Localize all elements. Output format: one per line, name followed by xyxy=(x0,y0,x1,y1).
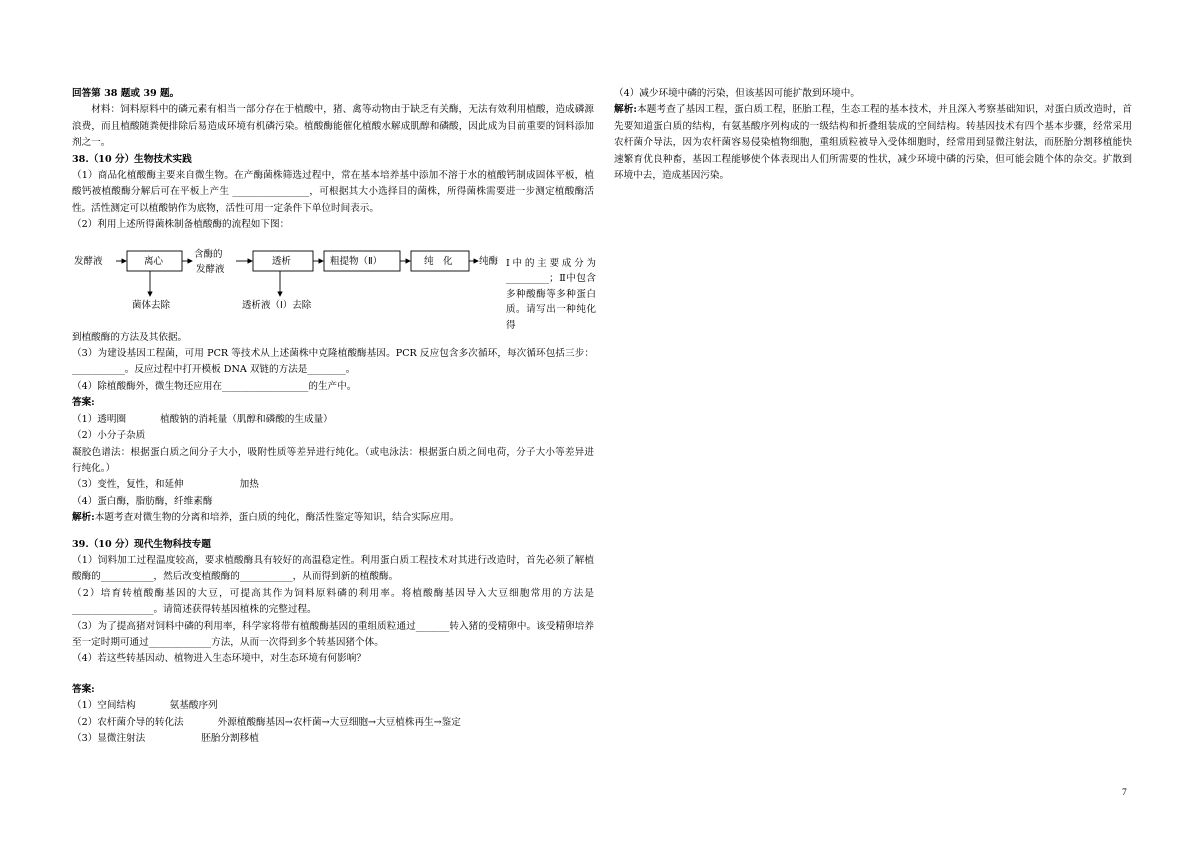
answer-38-4: （4）蛋白酶，脂肪酶，纤维素酶 xyxy=(72,495,213,507)
explanation-38 xyxy=(72,510,594,526)
question-38-title: 38.（10 分）生物技术实践 xyxy=(72,153,192,165)
explanation-39 xyxy=(614,102,1132,184)
answer-38-3b: 加热 xyxy=(239,479,259,491)
answer-39-label: 答案: xyxy=(72,683,95,695)
question-38-part1: （1）商品化植酸酶主要来自微生物。在产酶菌株筛选过程中，常在基本培养基中添加不溶于水的植酸钙制成固体平板，植酸钙被植酸酶分解后可在平板上产生 ________________，可根据其大小选择目的菌株，所得菌株需要进一步测定植酸酶活性。活性测定可以植酸钠作为底物，活性可用一定条件下单位时间表示。 xyxy=(72,170,594,214)
flow-node-fermentation-broth: 发酵液 xyxy=(74,255,103,267)
answer-39-2 xyxy=(72,715,594,731)
question-39-part1: （1）饲料加工过程温度较高，要求植酸酶具有较好的高温稳定性。利用蛋白质工程技术对其进行改造时，首先必须了解植酸酶的___________，然后改变植酸酶的___________，从而得到新的植酸酶。 xyxy=(72,554,594,583)
answer-39-3 xyxy=(72,731,594,747)
right-column xyxy=(614,86,1132,184)
question-38-part4: （4）除植酸酶外，微生物还应用在__________________的生产中。 xyxy=(72,380,357,392)
answer-38-1b: 植酸钠的消耗量（肌醇和磷酸的生成量） xyxy=(160,413,333,425)
answer-39-4: （4）减少环境中磷的污染，但该基因可能扩散到环境中。 xyxy=(614,88,860,99)
answer-39-1 xyxy=(72,698,594,714)
answer-39-3b: 胚胎分割移植 xyxy=(201,733,259,744)
left-column xyxy=(72,86,594,747)
flow-node-dialysis: 透析 xyxy=(272,255,292,267)
answer-38-2b: 凝胶色谱法：根据蛋白质之间分子大小，吸附性质等差异进行纯化。（或电泳法：根据蛋白质之间电荷，分子大小等差异进行纯化。） xyxy=(72,446,594,474)
answer-38-3 xyxy=(72,477,594,493)
answer-39-2b: 外源植酸酶基因→农杆菌→大豆细胞→大豆植株再生→鉴定 xyxy=(217,716,461,728)
answer-38-1 xyxy=(72,412,594,428)
flow-node-crude-extract: 粗提物（Ⅱ） xyxy=(330,255,383,267)
explanation-39-label: 解析: xyxy=(614,104,637,116)
question-38-part2-side-text: Ⅰ中的主要成分为_________；Ⅱ中包含多种酸酶等多种蛋白质。请写出一种纯化得 xyxy=(506,257,596,331)
answer-39-2a: （2）农杆菌介导的转化法 xyxy=(72,716,184,728)
question-38-part3: （3）为建设基因工程菌，可用 PCR 等技术从上述菌株中克隆植酸酶基因。PCR 反应包含多次循环，每次循环包括三步：___________。反应过程中打开模板 DNA 双链的方法是________。 xyxy=(72,348,594,376)
question-39-part4: （4）若这些转基因动、植物进入生态环境中，对生态环境有何影响？ xyxy=(72,653,366,665)
flow-node-enzyme-broth-line1: 含酶的 xyxy=(194,248,223,260)
answer-39-1b: 氨基酸序列 xyxy=(169,700,218,712)
question-39-title: 39.（10 分）现代生物科技专题 xyxy=(72,538,211,550)
answer-38-1a: （1）透明圈 xyxy=(72,413,127,425)
intro-heading: 回答第 38 题或 39 题。 xyxy=(72,88,180,99)
answer-38-2: （2）小分子杂质 xyxy=(72,430,146,442)
answer-38-3a: （3）变性，复性，和延伸 xyxy=(72,479,184,491)
flow-label-dialysate-removal: 透析液（Ⅰ）去除 xyxy=(242,299,312,311)
question-38-part2: （2）利用上述所得菌株制备植酸酶的流程如下图： xyxy=(72,219,290,231)
page-number: 7 xyxy=(1122,788,1127,798)
question-39-part2: （2）培育转植酸酶基因的大豆，可提高其作为饲料原料磷的利用率。将植酸酶基因导入大豆细胞常用的方法是_________________。请简述获得转基因植株的完整过程。 xyxy=(72,587,594,616)
flow-node-pure-enzyme: 纯酶 xyxy=(479,255,499,267)
answer-39-1a: （1）空间结构 xyxy=(72,700,136,712)
answer-38-label: 答案: xyxy=(72,397,95,409)
flow-chart-svg xyxy=(72,236,502,330)
question-39-part3: （3）为了提高猪对饲料中磷的利用率，科学家将带有植酸酶基因的重组质粒通过_______转入猪的受精卵中。该受精卵培养至一定时期可通过_____________方法，从而一次得到多个转基因猪个体。 xyxy=(72,620,594,648)
flow-node-centrifuge: 离心 xyxy=(144,255,164,267)
explanation-38-label: 解析: xyxy=(72,512,95,524)
flow-label-cell-removal: 菌体去除 xyxy=(132,299,171,311)
explanation-39-text: 本题考查了基因工程，蛋白质工程，胚胎工程，生态工程的基本技术，并且深入考察基础知识，对蛋白质改造时，首先要知道蛋白质的结构，有氨基酸序列构成的一级结构和折叠组装成的空间结构。转基因技术有四个基本步骤，经常采用农杆菌介导法，因为农杆菌容易侵染植物细胞，重组质粒被导入受体细胞时，经常用到显微注射法，而胚胎分割移植能快速繁育优良种畜，基因工程能够使个体表现出人们所需要的性状，减少环境中磷的污染，但可能会随个体的杂交。扩散到环境中去，造成基因污染。 xyxy=(614,104,1133,182)
explanation-38-text: 本题考查对微生物的分离和培养，蛋白质的纯化，酶活性鉴定等知识，结合实际应用。 xyxy=(94,512,460,524)
material-paragraph: 材料：饲料原料中的磷元素有相当一部分存在于植酸中，猪、禽等动物由于缺乏有关酶，无法有效利用植酸，造成磷源浪费，而且植酸随粪便排除后易造成环境有机磷污染。植酸酶能催化植酸水解成肌醇和磷酸，因此成为目前重要的饲料添加剂之一。 xyxy=(72,104,594,149)
flow-node-enzyme-broth-line2: 发酵液 xyxy=(196,263,225,275)
question-38-part2-end: 到植酸酶的方法及其依据。 xyxy=(72,331,188,343)
flow-node-purification: 纯 化 xyxy=(424,255,453,267)
flow-diagram xyxy=(72,236,594,330)
answer-39-3a: （3）显微注射法 xyxy=(72,733,146,744)
